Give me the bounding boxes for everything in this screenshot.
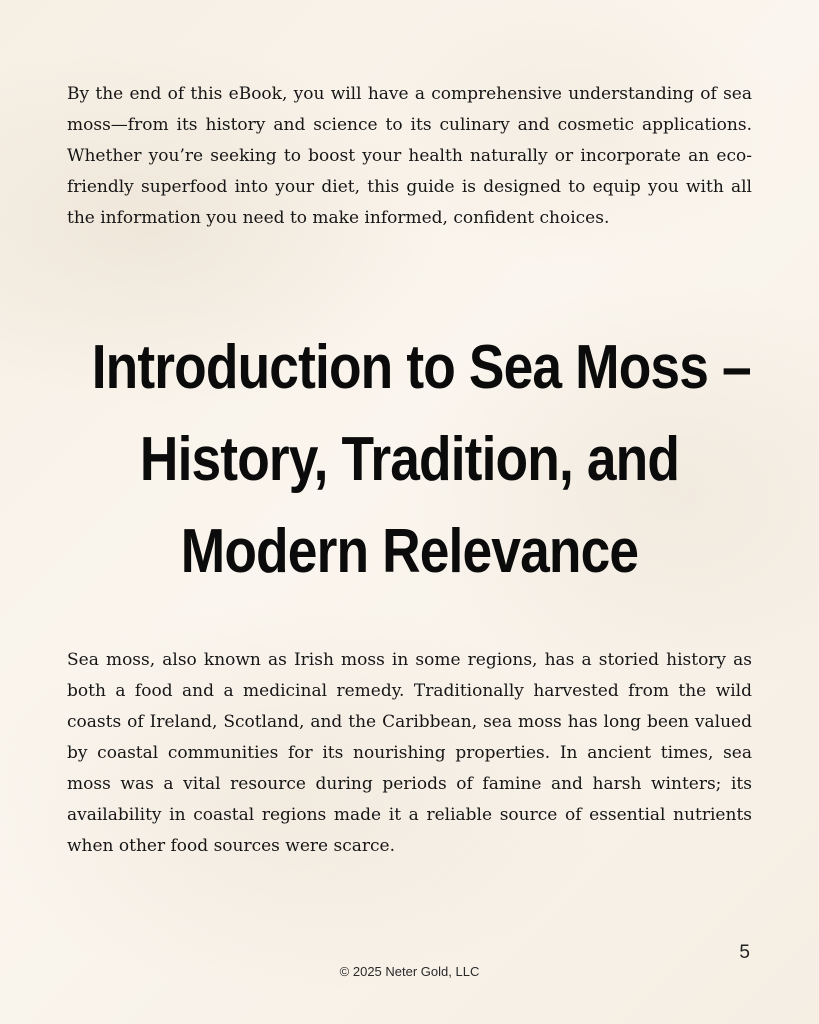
page-number: 5	[739, 942, 750, 963]
copyright-footer: © 2025 Neter Gold, LLC	[339, 964, 480, 979]
intro-paragraph: By the end of this eBook, you will have a comprehensive understanding of sea moss—from its history and science to its culinary and cosmetic applications. Whether you’re seeking to boost your health naturally or incorporate an eco-friendly superfood into your diet, this guide is designed to equip you with all the information you need to make informed, confident choices.	[67, 84, 752, 228]
chapter-heading-line-1: Introduction to Sea Moss –	[91, 333, 751, 402]
chapter-heading	[91, 322, 751, 598]
chapter-heading-line-2: History, Tradition, and	[139, 425, 680, 494]
chapter-heading-line-3: Modern Relevance	[180, 517, 639, 586]
body-paragraph: Sea moss, also known as Irish moss in some regions, has a storied history as both a food and a medicinal remedy. Traditionally harvested from the wild coasts of Ireland, Scotland, and the Caribbean, sea moss has long been valued by coastal communities for its nourishing properties. In ancient times, sea moss was a vital resource during periods of famine and harsh winters; its availability in coastal regions made it a reliable source of essential nutrients when other food sources were scarce.	[67, 650, 752, 856]
